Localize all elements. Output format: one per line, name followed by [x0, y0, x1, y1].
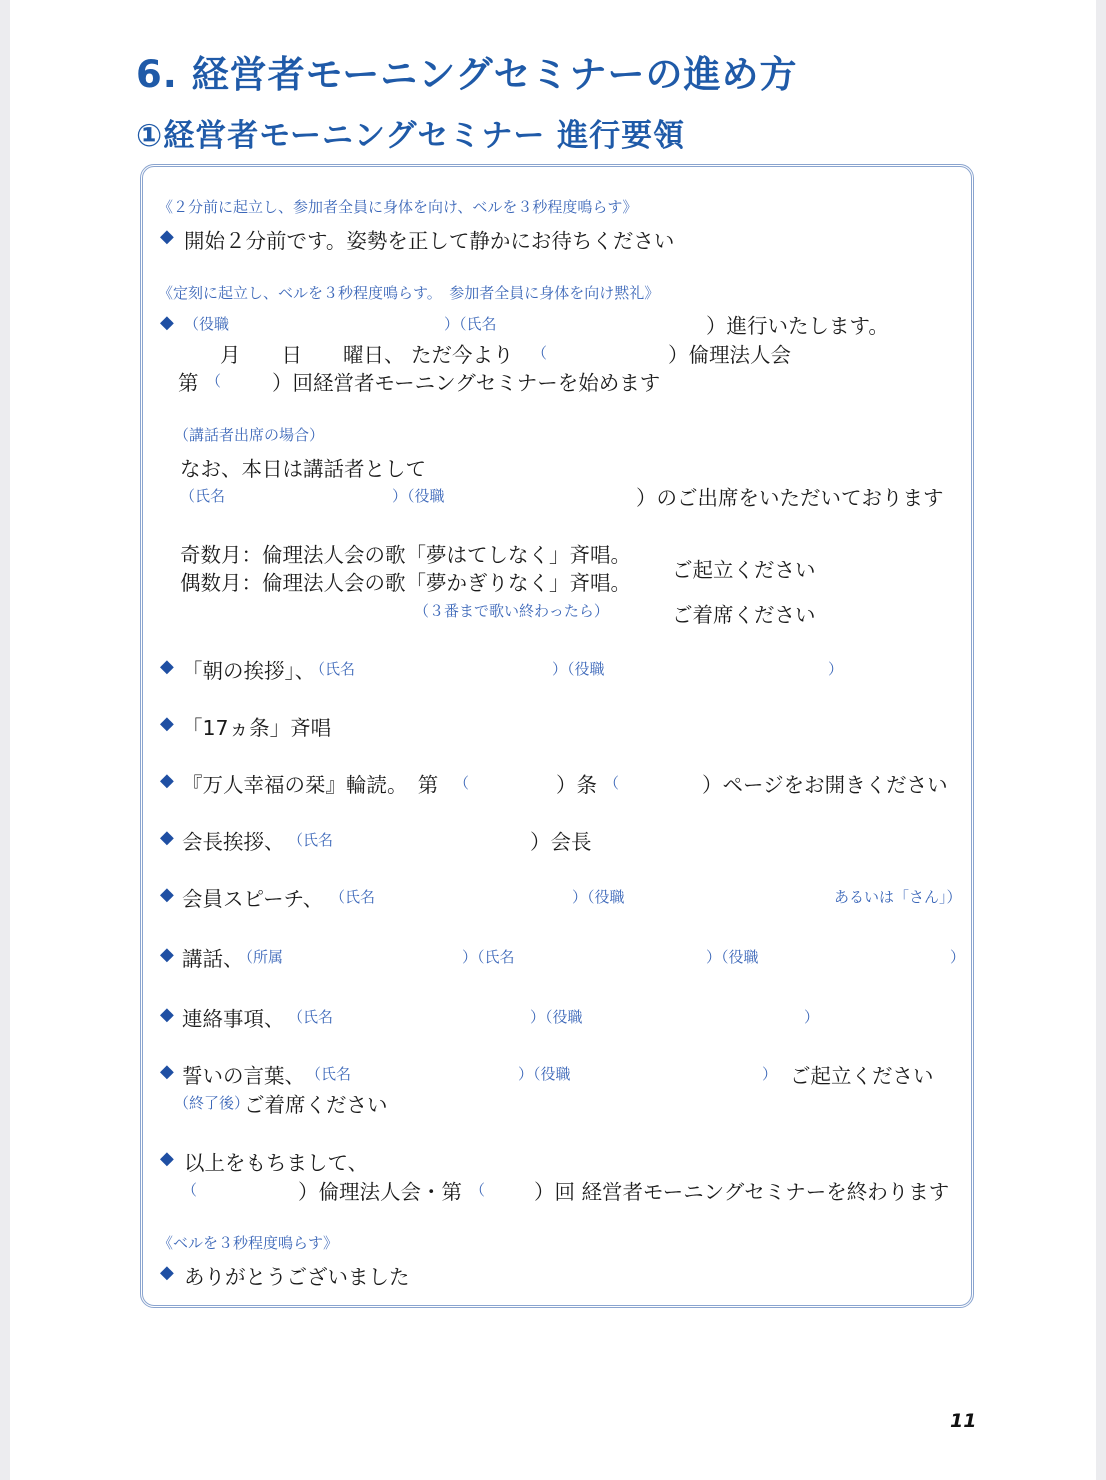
page-title: 6. 経営者モーニングセミナーの進め方	[136, 53, 798, 96]
date-line: 月 日 曜日、 ただ今より	[220, 343, 514, 367]
blank-role: ）（役職	[518, 1065, 571, 1083]
blank-close: ）	[828, 660, 844, 678]
seminar-start-line: ）回経営者モーニングセミナーを始めます	[272, 371, 661, 395]
corporate-name-line: ）倫理法人会	[668, 343, 791, 367]
diamond-icon: ◆	[160, 226, 174, 247]
sit-instruction: ご着席ください	[244, 1093, 388, 1117]
announcements: 連絡事項、	[182, 1007, 285, 1031]
diamond-icon: ◆	[160, 1148, 174, 1169]
seminar-count-prefix: 第	[178, 371, 199, 395]
instruction-note: （講話者出席の場合）	[174, 426, 325, 444]
instruction-note: 《２分前に起立し、参加者全員に身体を向け、ベルを３秒程度鳴らす》	[158, 198, 638, 216]
blank-role: ）（役職	[392, 487, 445, 505]
instruction-note: 《定刻に起立し、ベルを３秒程度鳴らす。 参加者全員に身体を向け黙礼》	[158, 284, 660, 302]
stand-instruction: ご起立ください	[672, 558, 816, 582]
diamond-icon: ◆	[160, 656, 174, 677]
lecture: 講話、	[182, 947, 244, 971]
blank-paren: （	[470, 1181, 486, 1199]
page-number: 11	[950, 1410, 977, 1432]
honorific-note: あるいは「さん」）	[834, 888, 962, 906]
facilitator-line: ）進行いたします。	[706, 314, 889, 338]
blank-role: ）（役職	[572, 888, 625, 906]
blank-paren: （	[604, 774, 620, 792]
oath-words: 誓いの言葉、	[182, 1064, 305, 1088]
blank-paren: （	[182, 1181, 198, 1199]
diamond-icon: ◆	[160, 713, 174, 734]
diamond-icon: ◆	[160, 312, 174, 333]
chair-greeting: 会長挨拶、	[182, 830, 285, 854]
morning-greeting: 「朝の挨拶」、	[182, 659, 316, 683]
blank-name: （氏名	[288, 1008, 334, 1026]
chair-title: ）会長	[530, 830, 592, 854]
blank-close: ）	[762, 1065, 778, 1083]
speaker-attendance: ）のご出席をいただいております	[636, 486, 944, 510]
after-note: （終了後）	[174, 1094, 250, 1112]
blank-name: （氏名	[310, 660, 356, 678]
blank-close: ）	[804, 1008, 820, 1026]
instruction-note: （３番まで歌い終わったら）	[414, 602, 609, 620]
speaker-intro: なお、本日は講話者として	[180, 457, 426, 481]
document-page	[10, 0, 1096, 1480]
closing-intro: 以上をもちまして、	[184, 1151, 369, 1175]
thank-you: ありがとうございました	[184, 1265, 410, 1289]
article-number-label: ）条	[556, 773, 597, 797]
page-open-instruction: ）ページをお開きください	[702, 773, 948, 797]
blank-role: ）（役職	[552, 660, 605, 678]
closing-line: ）回 経営者モーニングセミナーを終わります	[534, 1180, 950, 1204]
blank-paren: （	[532, 344, 548, 362]
blank-name: （氏名	[288, 831, 334, 849]
song-odd-month: 奇数月：倫理法人会の歌「夢はてしなく」斉唱。	[180, 543, 631, 567]
instruction-note: 《ベルを３秒程度鳴らす》	[158, 1234, 339, 1252]
blank-name: （氏名	[306, 1065, 352, 1083]
blank-role: （役職	[184, 315, 230, 333]
book-reading: 『万人幸福の栞』輪読。 第	[182, 773, 439, 797]
articles-recitation: 「17ヵ条」斉唱	[182, 716, 332, 740]
blank-name: ）（氏名	[444, 315, 497, 333]
diamond-icon: ◆	[160, 1004, 174, 1025]
blank-role: ）（役職	[530, 1008, 583, 1026]
song-even-month: 偶数月：倫理法人会の歌「夢かぎりなく」斉唱。	[180, 571, 631, 595]
diamond-icon: ◆	[160, 1061, 174, 1082]
diamond-icon: ◆	[160, 1262, 174, 1283]
blank-paren: （	[206, 372, 222, 390]
blank-paren: （	[454, 774, 470, 792]
member-speech: 会員スピーチ、	[182, 887, 324, 911]
opening-announcement: 開始２分前です。姿勢を正して静かにお待ちください	[184, 229, 675, 253]
blank-close: ）	[950, 948, 966, 966]
sit-instruction: ご着席ください	[672, 603, 816, 627]
diamond-icon: ◆	[160, 884, 174, 905]
blank-name: （氏名	[180, 487, 226, 505]
section-subtitle: ①経営者モーニングセミナー 進行要領	[136, 118, 686, 154]
blank-role: ）（役職	[706, 948, 759, 966]
diamond-icon: ◆	[160, 944, 174, 965]
diamond-icon: ◆	[160, 827, 174, 848]
stand-instruction: ご起立ください	[790, 1064, 934, 1088]
blank-name: （氏名	[330, 888, 376, 906]
closing-corporate: ）倫理法人会・第	[298, 1180, 462, 1204]
blank-affiliation: （所属	[238, 948, 284, 966]
diamond-icon: ◆	[160, 770, 174, 791]
blank-name: ）（氏名	[462, 948, 515, 966]
